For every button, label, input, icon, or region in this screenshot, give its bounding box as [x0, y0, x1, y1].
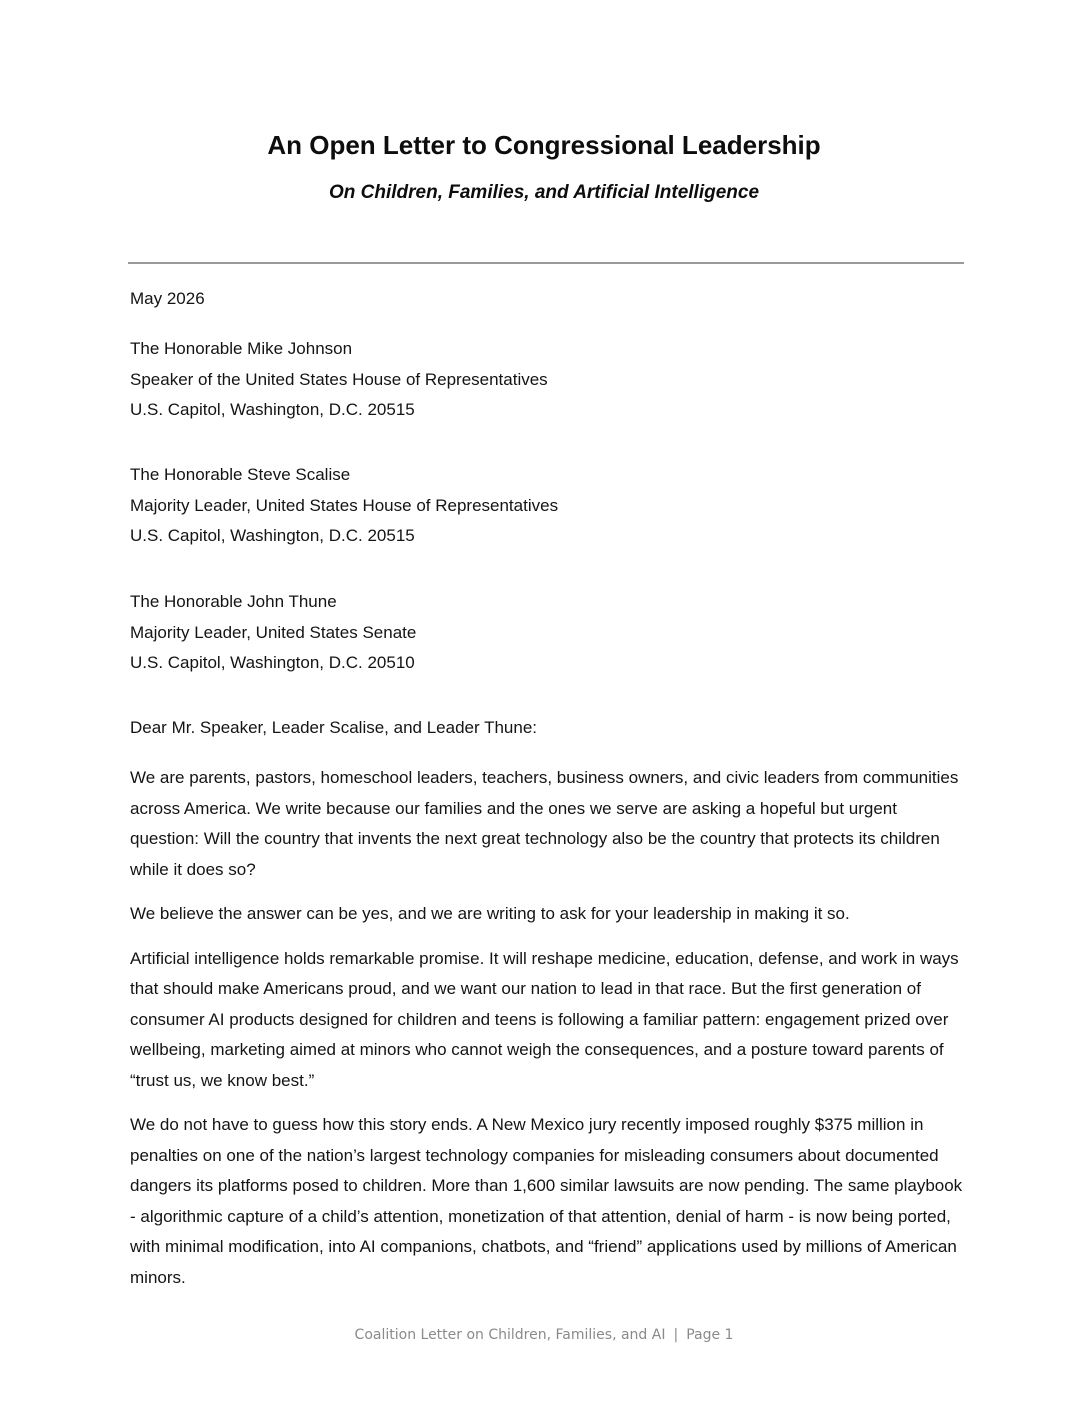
body-paragraph: We do not have to guess how this story ends. A New Mexico jury recently imposed roughly $375 million in penalties on one of the nation’s largest technology companies for misleading consumers about documented dangers its platforms posed to children. More than 1,600 similar lawsuits are now pending. The same playbook - algorithmic capture of a child’s attention, monetization of that attention, denial of harm - is now being ported, with minimal modification, into AI companions, chatbots, and “friend” applications used by millions of American minors.	[130, 1115, 963, 1287]
recipient-block-johnson	[130, 334, 966, 426]
recipient-block-thune	[130, 587, 966, 679]
body-paragraph: We are parents, pastors, homeschool leaders, teachers, business owners, and civic leaders from communities across America. We write because our families and the ones we serve are asking a hopeful but urgent question: Will the country that invents the next great technology also be the country that protects its children while it does so?	[130, 768, 959, 879]
footer-page-number: Page 1	[686, 1327, 734, 1343]
recipient-address: U.S. Capitol, Washington, D.C. 20515	[130, 400, 415, 419]
footer-label: Coalition Letter on Children, Families, and AI	[354, 1327, 666, 1343]
recipient-block-scalise	[130, 460, 966, 552]
recipient-title: Speaker of the United States House of Representatives	[130, 369, 548, 389]
footer-separator: |	[673, 1327, 679, 1343]
recipient-title: Majority Leader, United States Senate	[130, 622, 417, 642]
recipient-name: The Honorable John Thune	[130, 592, 337, 611]
horizontal-divider	[128, 262, 964, 264]
salutation: Dear Mr. Speaker, Leader Scalise, and Leader Thune:	[130, 718, 537, 737]
recipient-title: Majority Leader, United States House of Representatives	[130, 495, 559, 515]
page-footer	[0, 1327, 1088, 1343]
letter-date: May 2026	[130, 289, 205, 308]
letter-body	[130, 763, 966, 1307]
recipient-address: U.S. Capitol, Washington, D.C. 20510	[130, 653, 415, 672]
recipient-address: U.S. Capitol, Washington, D.C. 20515	[130, 526, 415, 545]
body-paragraph: We believe the answer can be yes, and we are writing to ask for your leadership in making it so.	[130, 904, 850, 923]
body-paragraph: Artificial intelligence holds remarkable promise. It will reshape medicine, education, defense, and work in ways that should make Americans proud, and we want our nation to lead in that race. But the first generation of consumer AI products designed for children and teens is following a familiar pattern: engagement prized over wellbeing, marketing aimed at minors who cannot weigh the consequences, and a posture toward parents of “trust us, we know best.”	[130, 948, 959, 1090]
recipient-name: The Honorable Mike Johnson	[130, 339, 353, 358]
recipient-name: The Honorable Steve Scalise	[130, 465, 351, 484]
page-subtitle: On Children, Families, and Artificial Intelligence	[328, 182, 760, 203]
page-title: An Open Letter to Congressional Leadership	[267, 130, 821, 160]
